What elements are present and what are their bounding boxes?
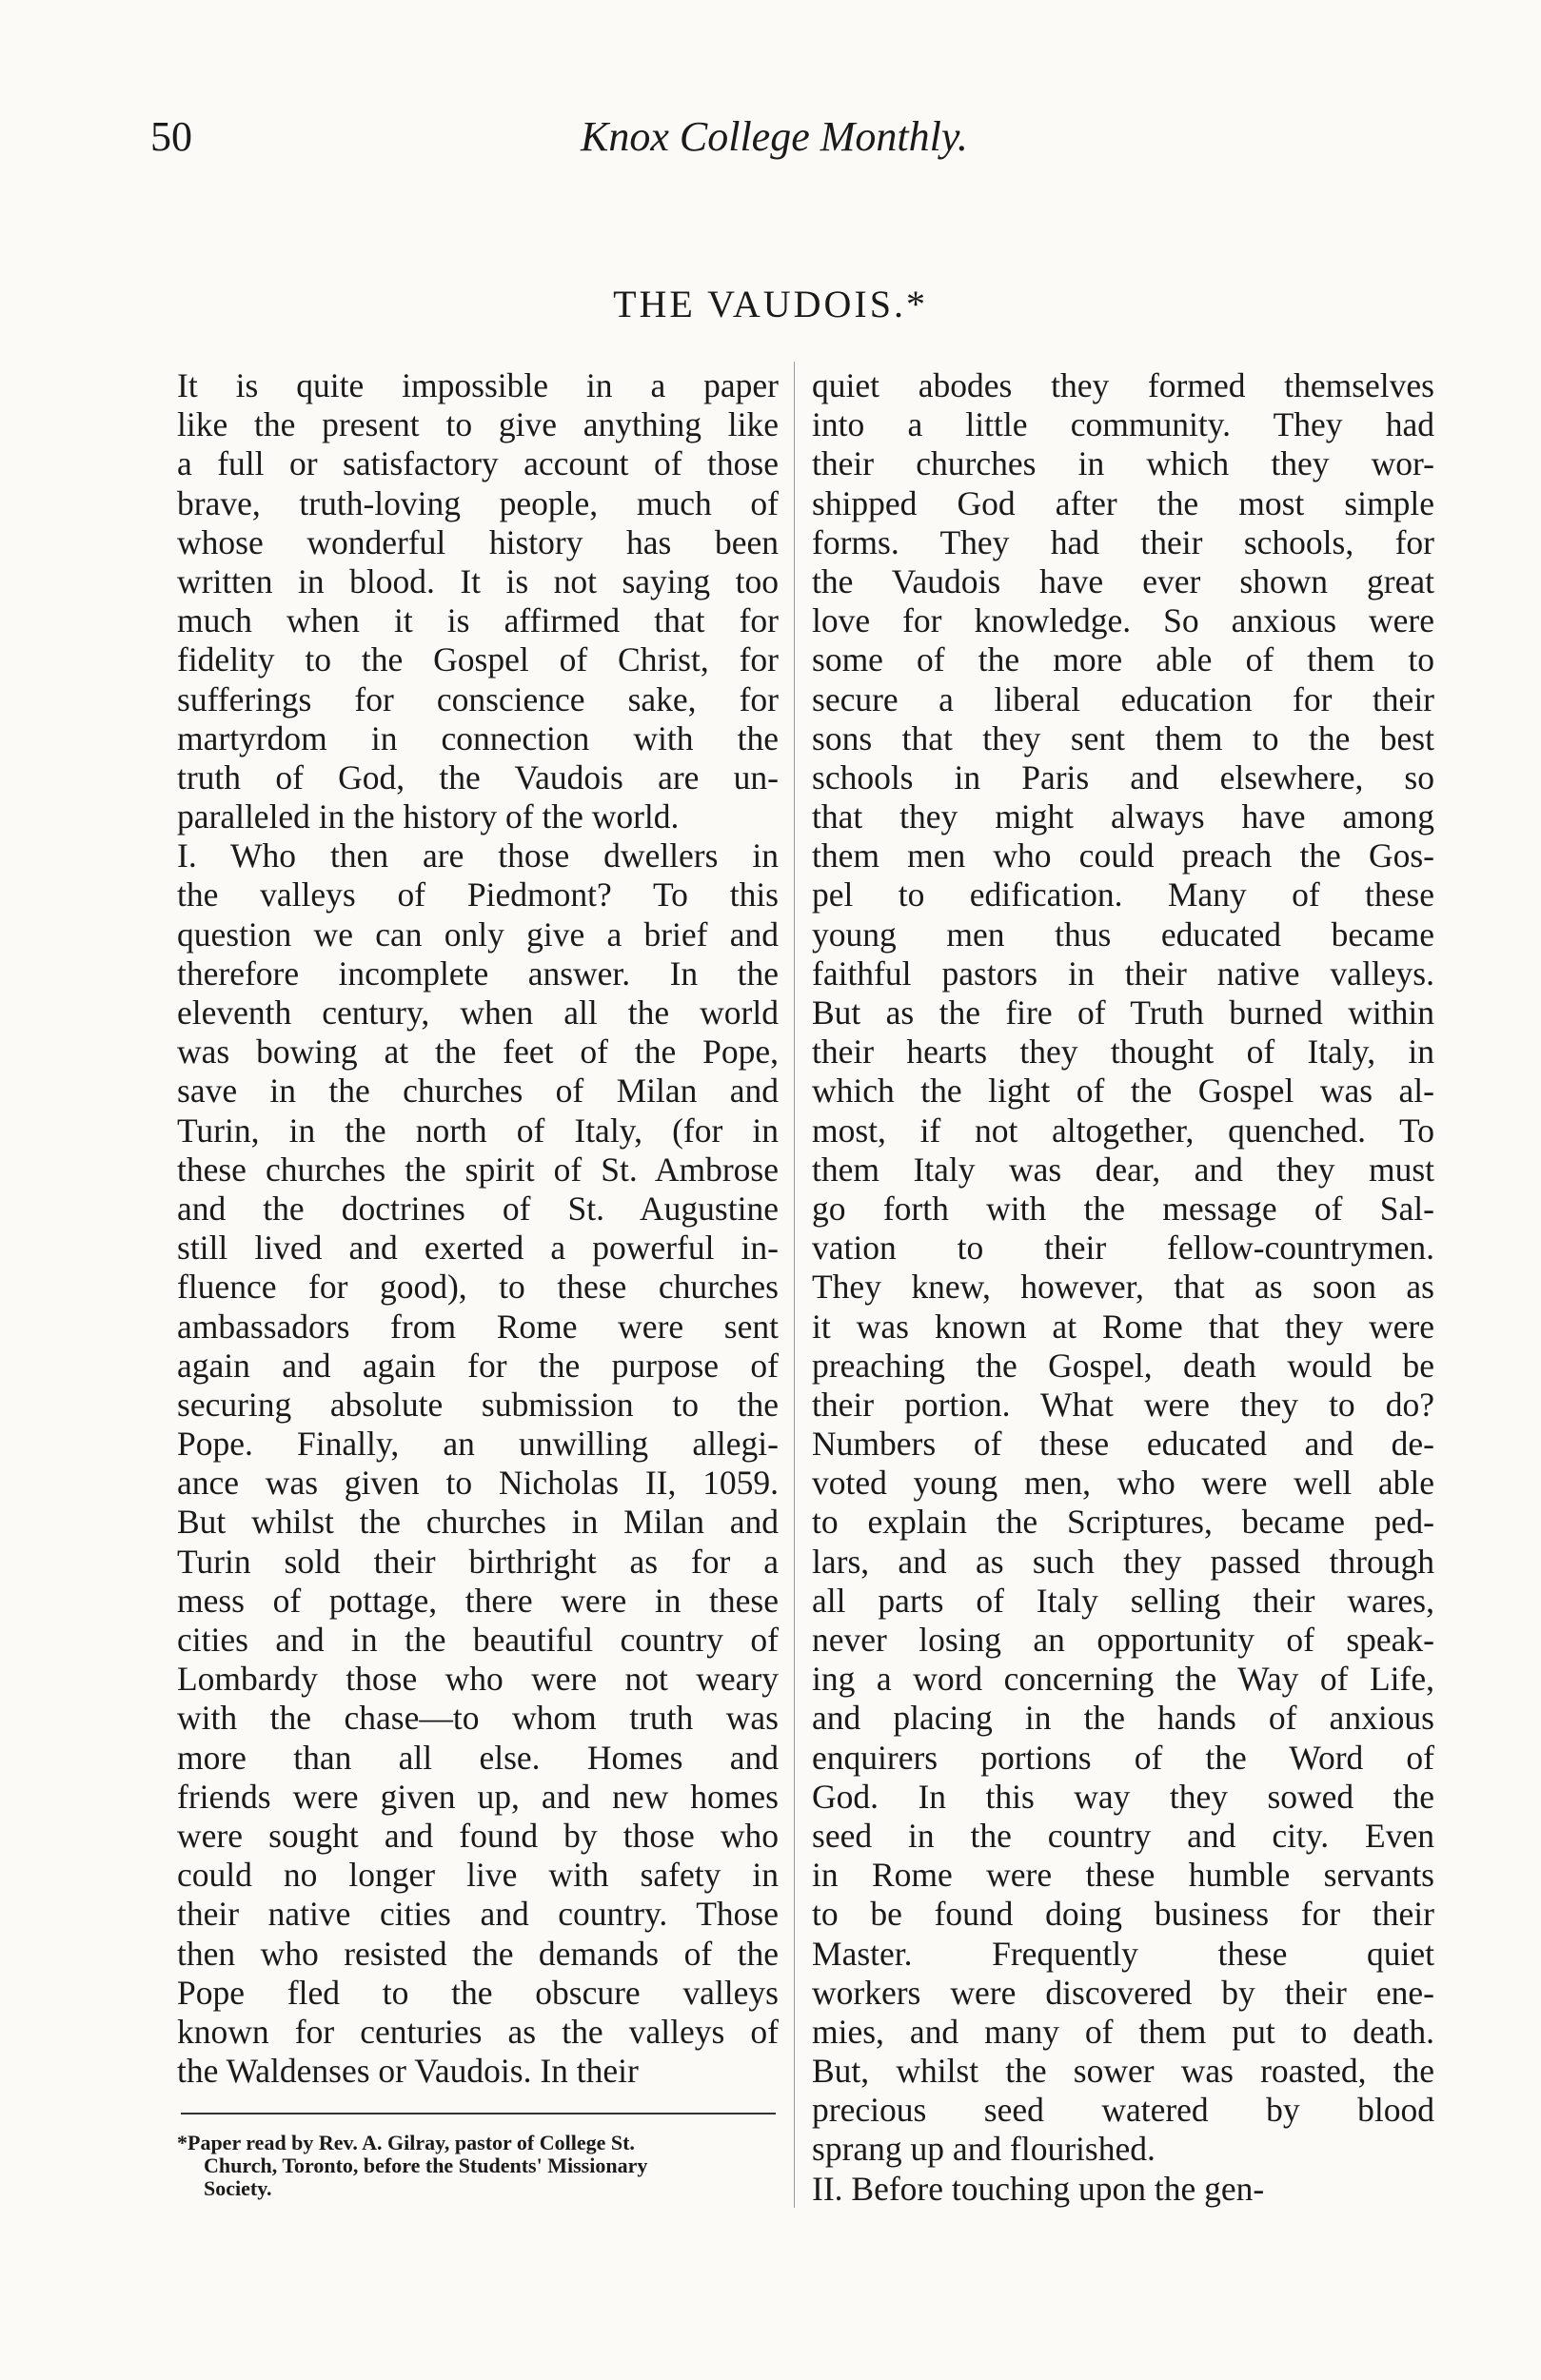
text-line: some of the more able of them to	[812, 640, 1434, 679]
text-line: therefore incomplete answer. In the	[177, 954, 779, 993]
text-line: fidelity to the Gospel of Christ, for	[177, 640, 779, 679]
text-line: sons that they sent them to the best	[812, 718, 1434, 757]
text-line: enquirers portions of the Word of	[812, 1738, 1434, 1777]
text-line: them men who could preach the Gos-	[812, 836, 1434, 875]
text-line: Turin, in the north of Italy, (for in	[177, 1111, 779, 1150]
text-line: II. Before touching upon the gen-	[812, 2169, 1265, 2208]
text-line: ance was given to Nicholas II, 1059.	[177, 1464, 779, 1503]
text-line: into a little community. They had	[812, 405, 1434, 444]
text-line: a full or satisfactory account of those	[177, 444, 779, 483]
text-line: with the chase—to whom truth was	[177, 1699, 779, 1738]
text-line: sprang up and flourished.	[812, 2130, 1156, 2169]
text-line: I. Who then are those dwellers in	[177, 836, 779, 875]
text-line: then who resisted the demands of the	[177, 1934, 779, 1973]
text-line: seed in the country and city. Even	[812, 1816, 1434, 1855]
text-line: mess of pottage, there were in these	[177, 1581, 779, 1620]
text-line: written in blood. It is not saying too	[177, 561, 779, 600]
text-line: go forth with the message of Sal-	[812, 1189, 1434, 1228]
text-line: shipped God after the most simple	[812, 483, 1434, 522]
page-number: 50	[150, 113, 192, 160]
text-line: schools in Paris and elsewhere, so	[812, 757, 1434, 797]
text-line: securing absolute submission to the	[177, 1385, 779, 1424]
text-line: to be found doing business for their	[812, 1895, 1434, 1934]
text-line: still lived and exerted a powerful in-	[177, 1229, 779, 1268]
running-title: Knox College Monthly.	[581, 113, 968, 160]
text-line: the Vaudois have ever shown great	[812, 561, 1434, 600]
text-line: voted young men, who were well able	[812, 1464, 1434, 1503]
text-line: their hearts they thought of Italy, in	[812, 1033, 1434, 1072]
text-line: were sought and found by those who	[177, 1816, 779, 1855]
text-line: and the doctrines of St. Augustine	[177, 1189, 779, 1228]
text-line: young men thus educated became	[812, 915, 1434, 954]
text-line: save in the churches of Milan and	[177, 1072, 779, 1111]
text-line: quiet abodes they formed themselves	[812, 366, 1434, 404]
text-line: it was known at Rome that they were	[812, 1307, 1434, 1346]
text-line: again and again for the purpose of	[177, 1346, 779, 1385]
text-line: It is quite impossible in a paper	[177, 366, 779, 404]
text-line: But, whilst the sower was roasted, the	[812, 2052, 1434, 2091]
text-line: mies, and many of them put to death.	[812, 2012, 1434, 2051]
footnote-rule	[181, 2113, 776, 2114]
text-line: Pope fled to the obscure valleys	[177, 1973, 779, 2012]
text-line: pel to edification. Many of these	[812, 875, 1434, 915]
text-line: precious seed watered by blood	[812, 2091, 1434, 2130]
text-line: them Italy was dear, and they must	[812, 1150, 1434, 1189]
text-line: could no longer live with safety in	[177, 1856, 779, 1895]
text-line: in Rome were these humble servants	[812, 1856, 1434, 1895]
text-line: whose wonderful history has been	[177, 522, 779, 561]
text-line: cities and in the beautiful country of	[177, 1621, 779, 1659]
text-line: brave, truth-loving people, much of	[177, 483, 779, 522]
text-line: their churches in which they wor-	[812, 444, 1434, 483]
text-line: their portion. What were they to do?	[812, 1385, 1434, 1424]
text-line: ing a word concerning the Way of Life,	[812, 1660, 1434, 1699]
text-line: truth of God, the Vaudois are un-	[177, 757, 779, 797]
text-line: fluence for good), to these churches	[177, 1268, 779, 1307]
text-line: martyrdom in connection with the	[177, 718, 779, 757]
text-line: secure a liberal education for their	[812, 679, 1434, 718]
footnote-line: *Paper read by Rev. A. Gilray, pastor of College St.	[177, 2131, 635, 2154]
text-line: forms. They had their schools, for	[812, 522, 1434, 561]
footnote-line: Society.	[204, 2176, 272, 2200]
footnote-line: Church, Toronto, before the Students' Missionary	[204, 2154, 648, 2177]
text-line: known for centuries as the valleys of	[177, 2012, 779, 2051]
text-line: preaching the Gospel, death would be	[812, 1346, 1434, 1385]
text-line: all parts of Italy selling their wares,	[812, 1581, 1434, 1620]
text-line: They knew, however, that as soon as	[812, 1268, 1434, 1307]
text-line: like the present to give anything like	[177, 405, 779, 444]
text-line: lars, and as such they passed through	[812, 1542, 1434, 1581]
article-title: THE VAUDOIS.*	[613, 283, 928, 325]
text-line: ambassadors from Rome were sent	[177, 1307, 779, 1346]
text-line: paralleled in the history of the world.	[177, 797, 680, 836]
text-line: more than all else. Homes and	[177, 1738, 779, 1777]
text-line: the valleys of Piedmont? To this	[177, 875, 779, 915]
text-line: these churches the spirit of St. Ambrose	[177, 1150, 779, 1189]
text-line: love for knowledge. So anxious were	[812, 601, 1434, 640]
text-line: Pope. Finally, an unwilling allegi-	[177, 1425, 779, 1464]
footnote	[177, 2132, 786, 2200]
text-line: But whilst the churches in Milan and	[177, 1503, 779, 1542]
text-line: much when it is affirmed that for	[177, 601, 779, 640]
text-line: which the light of the Gospel was al-	[812, 1072, 1434, 1111]
text-line: vation to their fellow-countrymen.	[812, 1229, 1434, 1268]
text-line: that they might always have among	[812, 797, 1434, 836]
text-line: to explain the Scriptures, became ped-	[812, 1503, 1434, 1542]
text-line: sufferings for conscience sake, for	[177, 679, 779, 718]
right-column	[812, 366, 1434, 2209]
text-line: never losing an opportunity of speak-	[812, 1621, 1434, 1659]
text-line: faithful pastors in their native valleys.	[812, 954, 1434, 993]
text-line: their native cities and country. Those	[177, 1895, 779, 1934]
text-line: eleventh century, when all the world	[177, 993, 779, 1032]
text-line: was bowing at the feet of the Pope,	[177, 1033, 779, 1072]
text-line: Numbers of these educated and de-	[812, 1425, 1434, 1464]
text-line: workers were discovered by their ene-	[812, 1973, 1434, 2012]
text-line: Master. Frequently these quiet	[812, 1934, 1434, 1973]
text-line: God. In this way they sowed the	[812, 1777, 1434, 1816]
text-line: Turin sold their birthright as for a	[177, 1542, 779, 1581]
text-line: the Waldenses or Vaudois. In their	[177, 2052, 639, 2091]
left-column	[177, 366, 779, 2091]
text-line: question we can only give a brief and	[177, 915, 779, 954]
text-line: Lombardy those who were not weary	[177, 1660, 779, 1699]
text-line: most, if not altogether, quenched. To	[812, 1111, 1434, 1150]
page-header	[0, 112, 1541, 169]
text-line: and placing in the hands of anxious	[812, 1699, 1434, 1738]
text-line: friends were given up, and new homes	[177, 1777, 779, 1816]
text-line: But as the fire of Truth burned within	[812, 993, 1434, 1032]
column-divider	[794, 362, 795, 2208]
